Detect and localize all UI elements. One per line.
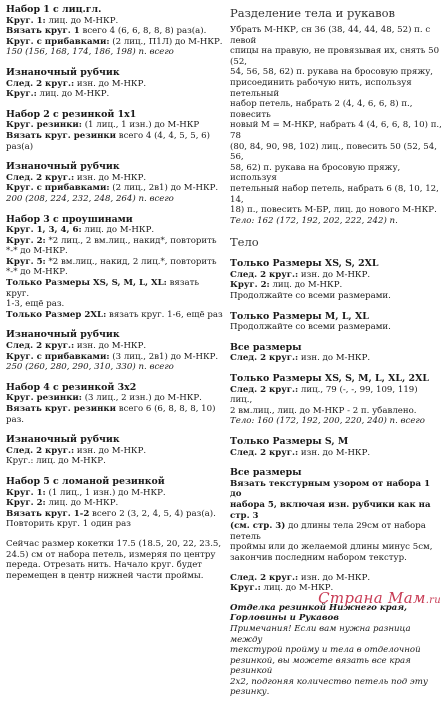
section-block xyxy=(230,235,442,249)
stitch-count-note: 200 (208, 224, 232, 248, 264) п. всего xyxy=(6,193,174,204)
instruction-line xyxy=(230,216,442,227)
instruction-text: (3 лиц., 2в1) до М-НКР. xyxy=(109,351,219,362)
instruction-line xyxy=(230,624,442,645)
instruction-label: Круг. 2: xyxy=(6,235,46,246)
instruction-label: Только Размеры XS, S, M, L, XL: xyxy=(6,278,167,289)
instruction-text: 24.5) см от набора петель, измеряя по центру xyxy=(6,549,216,560)
section-block xyxy=(6,329,223,372)
instruction-text: 54, 56, 58, 62) п. рукава на бросовую пряжу, xyxy=(230,67,434,78)
instruction-text: Продолжайте со всеми размерами. xyxy=(230,291,391,302)
instruction-text: *-* до М-НКР. xyxy=(6,246,68,257)
instruction-line xyxy=(6,550,223,561)
instruction-text: изн. до М-НКР. xyxy=(298,572,371,583)
instruction-label: Вязать круг. резинки xyxy=(6,404,116,414)
instruction-label: След. 2 круг.: xyxy=(230,384,299,395)
instruction-label: След. 2 круг.: xyxy=(6,445,75,456)
instruction-text: всего 4 (4, 4, 5, 5, 6) раз(а) xyxy=(6,130,210,152)
instruction-line xyxy=(6,236,223,247)
watermark-domain: ru xyxy=(429,595,441,606)
section-block xyxy=(230,373,442,427)
instruction-text: изн. до М-НКР. xyxy=(298,269,371,280)
instruction-line xyxy=(6,16,223,27)
instruction-line xyxy=(230,542,442,553)
instruction-line xyxy=(6,173,223,184)
instruction-text: лиц. до М-НКР. xyxy=(260,583,334,594)
instruction-text: лиц. до М-НКР. xyxy=(45,15,119,26)
section-block xyxy=(6,161,223,204)
stitch-count-note: резинкой, вы можете вязать все края резинкой xyxy=(230,655,411,677)
section-title: Разделение тела и рукавов xyxy=(230,6,396,20)
instruction-label: Только Размер 2XL: xyxy=(6,309,107,320)
instruction-text: (1 лиц., 1 изн.) до М-НКР. xyxy=(45,487,166,498)
instruction-text: петельный набор петель, набрать 6 (8, 10, 12, 14, xyxy=(230,183,439,205)
instruction-label: Вязать круг. 1 xyxy=(6,26,80,37)
instruction-line xyxy=(6,404,223,425)
instruction-label: След. 2 круг.: xyxy=(230,447,299,458)
stitch-count-note: 250 (260, 280, 290, 310, 330) п. всего xyxy=(6,362,174,373)
section-block xyxy=(230,6,442,226)
instruction-text: перемещен в центр нижней части проймы. xyxy=(6,570,204,581)
section-block xyxy=(230,603,442,698)
instruction-line xyxy=(230,120,442,141)
instruction-text: лиц. до М-НКР. xyxy=(269,280,343,291)
section-heading: Набор 3 с проушинами xyxy=(6,213,133,225)
instruction-line xyxy=(6,539,223,550)
instruction-line xyxy=(6,509,223,520)
instruction-line xyxy=(230,270,442,281)
instruction-label: Вязать текстурным узором от набора 1 до xyxy=(230,478,431,500)
instruction-line xyxy=(6,37,223,48)
instruction-line xyxy=(6,310,223,321)
instruction-text: лиц. до М-НКР. xyxy=(81,225,155,236)
instruction-label: Круг.: xyxy=(6,89,37,100)
instruction-line xyxy=(6,79,223,90)
instruction-line xyxy=(230,99,442,120)
instruction-text: всего 6 (6, 8, 8, 8, 10) раз. xyxy=(6,404,216,425)
instruction-text: (3 лиц., 2 изн.) до М-НКР. xyxy=(81,393,202,404)
instruction-text: присоединить рабочую нить, используя петельный xyxy=(230,77,412,99)
instruction-text: 58, 62) п. рукава на бросовую пряжу, используя xyxy=(230,162,401,184)
instruction-line xyxy=(230,78,442,99)
watermark-logo xyxy=(318,589,441,607)
instruction-text: (1 лиц., 1 изн.) до М-НКР xyxy=(81,120,200,131)
section-heading: Набор 4 с резинкой 3x2 xyxy=(6,381,137,393)
section-block xyxy=(6,476,223,530)
instruction-line xyxy=(6,278,223,299)
section-block xyxy=(6,539,223,581)
instruction-text: *-* до М-НКР. xyxy=(6,267,68,278)
instruction-line xyxy=(6,560,223,571)
section-heading: Изнаночный рубчик xyxy=(6,329,120,341)
section-heading: Только Размеры M, L, XL xyxy=(230,310,369,322)
instruction-text: (2 лиц., П1Л) до М-НКР. xyxy=(109,36,223,47)
instruction-line xyxy=(230,553,442,564)
instruction-line xyxy=(6,194,223,205)
section-heading: Только Размеры S, M xyxy=(230,436,349,447)
instruction-text: изн. до М-НКР. xyxy=(74,78,147,89)
instruction-text: спицы на правую, не провязывая их, снять 50 (52, xyxy=(230,46,440,67)
watermark-text: Страна Мам xyxy=(318,589,426,607)
instruction-label: Круг.: xyxy=(230,583,261,594)
instruction-line xyxy=(230,142,442,163)
watermark-dot: . xyxy=(425,595,430,606)
instruction-text: лиц. до М-НКР. xyxy=(36,89,110,100)
stitch-count-note: Тело: 160 (172, 192, 200, 220, 240) п. всего xyxy=(230,416,425,427)
section-heading: Все размеры xyxy=(230,341,302,353)
instruction-line xyxy=(230,656,442,677)
instruction-text: изн. до М-НКР. xyxy=(74,445,147,456)
instruction-line xyxy=(230,25,442,46)
instruction-label: Круг. 1, 3, 4, 6: xyxy=(6,225,82,236)
instruction-line xyxy=(230,67,442,78)
instruction-line xyxy=(6,131,223,152)
instruction-label: Круг. с прибавками: xyxy=(6,36,110,47)
instruction-line xyxy=(6,47,223,58)
instruction-line xyxy=(230,573,442,584)
section-block xyxy=(6,67,223,100)
instruction-text: 2 вм.лиц., лиц. до М-НКР - 2 п. убавлено. xyxy=(230,405,417,416)
instruction-label: След. 2 круг.: xyxy=(6,78,75,89)
section-block xyxy=(6,434,223,467)
instruction-text: *2 вм.лиц., накид, 2 лиц.*, повторить xyxy=(45,256,217,267)
instruction-text: вязать круг. 1-6, ещё раз xyxy=(106,309,223,320)
instruction-line xyxy=(230,416,442,427)
instruction-text: изн. до М-НКР. xyxy=(298,353,371,364)
instruction-line xyxy=(6,498,223,509)
instruction-line xyxy=(230,163,442,184)
stitch-count-note: 150 (156, 168, 174, 186, 198) п. всего xyxy=(6,47,174,58)
section-block xyxy=(6,214,223,321)
instruction-text: Сейчас размер кокетки 17.5 (18.5, 20, 22, 23.5, xyxy=(6,538,222,549)
instruction-label: Круг. 2: xyxy=(230,280,270,291)
instruction-text: закончив последним набором текстур. xyxy=(230,552,407,563)
section-block xyxy=(230,436,442,458)
instruction-line xyxy=(6,341,223,352)
instruction-label: набора 5, включая изн. рубчики как на стр. 3 xyxy=(230,499,431,521)
instruction-line xyxy=(230,205,442,216)
section-block xyxy=(6,382,223,425)
section-heading: Набор 1 с лиц.гл. xyxy=(6,4,102,15)
stitch-count-note: текстурой пройму и тела в отделочной xyxy=(230,645,421,656)
instruction-line xyxy=(6,446,223,457)
section-block xyxy=(230,342,442,364)
instruction-text: изн. до М-НКР. xyxy=(298,447,371,458)
instruction-line xyxy=(230,448,442,459)
section-heading: Изнаночный рубчик xyxy=(6,434,120,446)
instruction-line xyxy=(6,456,223,467)
instruction-text: до длины тела 29см от набора петель xyxy=(230,521,426,542)
instruction-text: (2 лиц., 2в1) до М-НКР. xyxy=(109,183,219,194)
instruction-text: Убрать М-НКР, сн 36 (38, 44, 44, 48, 52) п. с левой xyxy=(230,25,431,46)
instruction-line xyxy=(6,183,223,194)
instruction-line xyxy=(230,677,442,698)
instruction-line xyxy=(230,479,442,500)
stitch-count-note: 2x2, подгоняя количество петель под эту резинку. xyxy=(230,676,428,698)
instruction-label: Круг. 2: xyxy=(6,498,46,509)
instruction-line xyxy=(6,299,223,310)
instruction-line xyxy=(6,246,223,257)
instruction-text: Продолжайте со всеми размерами. xyxy=(230,322,391,333)
instruction-line xyxy=(230,385,442,406)
instruction-text: 1-3, ещё раз. xyxy=(6,299,65,310)
section-title: Тело xyxy=(230,235,259,250)
instruction-line xyxy=(230,521,442,542)
section-block xyxy=(230,311,442,333)
instruction-line xyxy=(230,280,442,291)
instruction-label: Вязать круг. 1-2 xyxy=(6,508,90,519)
instruction-text: изн. до М-НКР. xyxy=(74,172,147,183)
instruction-line xyxy=(230,645,442,656)
instruction-line xyxy=(6,267,223,278)
instruction-line xyxy=(6,571,223,582)
instruction-line xyxy=(230,184,442,205)
instruction-text: набор петель, набрать 2 (4, 4, 6, 6, 8) п., повесить xyxy=(230,99,413,120)
section-heading: Только Размеры XS, S, M, L, XL, 2XL xyxy=(230,373,429,385)
instruction-line xyxy=(230,353,442,364)
section-heading: Все размеры xyxy=(230,467,302,479)
instruction-line xyxy=(6,89,223,100)
instruction-line xyxy=(230,46,442,67)
section-heading: Изнаночный рубчик xyxy=(6,66,120,78)
instruction-text: лиц. до М-НКР. xyxy=(45,498,119,509)
instruction-text: изн. до М-НКР. xyxy=(74,341,147,352)
instruction-label: Круг. 1: xyxy=(6,15,46,26)
instruction-line xyxy=(6,120,223,131)
instruction-text: всего 2 (3, 2, 4, 5, 4) раз(а). xyxy=(89,508,216,519)
instruction-label: Круг. с прибавками: xyxy=(6,183,110,194)
stitch-count-note: Тело: 162 (172, 192, 202, 222, 242) п. xyxy=(230,215,398,226)
instruction-label: След. 2 круг.: xyxy=(230,269,299,280)
instruction-label: Круг. резинки: xyxy=(6,120,82,131)
instruction-line xyxy=(230,322,442,333)
section-heading: Только Размеры XS, S, 2XL xyxy=(230,258,379,270)
section-heading: Изнаночный рубчик xyxy=(6,161,120,173)
instruction-line xyxy=(230,406,442,417)
instruction-line xyxy=(6,225,223,236)
instruction-line xyxy=(6,352,223,363)
instruction-text: переда. Отрезать нить. Начало круг. будет xyxy=(6,560,203,571)
instruction-text: Круг.: лиц. до М-НКР. xyxy=(6,456,106,467)
instruction-label: След. 2 круг.: xyxy=(230,572,299,583)
instruction-label: След. 2 круг.: xyxy=(230,353,299,364)
instruction-text: *2 лиц., 2 вм.лиц., накид*, повторить xyxy=(45,235,217,246)
section-block xyxy=(230,258,442,301)
instruction-text: лиц., 79 (-, -, 99, 109, 119) лиц., xyxy=(230,384,418,406)
instruction-line xyxy=(6,519,223,530)
instruction-line xyxy=(6,26,223,37)
section-heading: Набор 2 с резинкой 1x1 xyxy=(6,108,137,120)
instruction-label: Круг. 5: xyxy=(6,256,46,267)
instruction-label: След. 2 круг.: xyxy=(6,172,75,183)
stitch-count-note: Примечания! Если вам нужна разница между xyxy=(230,623,411,645)
instruction-label: Круг. резинки: xyxy=(6,393,82,404)
instruction-text: 18) п., повесить М-БР, лиц. до нового М-НКР. xyxy=(230,205,437,216)
instruction-label: (см. стр. 3) xyxy=(230,521,286,532)
left-column xyxy=(6,4,223,590)
instruction-line xyxy=(6,393,223,404)
instruction-text: (80, 84, 90, 98, 102) лиц., повесить 50 (52, 54, 56, xyxy=(230,141,437,163)
instruction-label: След. 2 круг.: xyxy=(6,341,75,352)
instruction-label: Вязать круг. резинки xyxy=(6,130,116,141)
instruction-text: вязать круг. xyxy=(6,278,200,299)
section-heading: Отделка резинкой Нижнего края, Горловины и Рукавов xyxy=(230,602,408,624)
instruction-label: Круг. 1: xyxy=(6,487,46,498)
instruction-text: проймы или до желаемой длины минус 5см, xyxy=(230,542,433,553)
instruction-text: Повторить круг. 1 один раз xyxy=(6,519,131,530)
section-block xyxy=(230,467,442,563)
section-block xyxy=(6,109,223,152)
instruction-line xyxy=(6,488,223,499)
section-block xyxy=(6,4,223,58)
instruction-line xyxy=(6,362,223,373)
instruction-line xyxy=(6,257,223,268)
instruction-label: Круг. с прибавками: xyxy=(6,351,110,362)
instruction-line xyxy=(230,500,442,521)
instruction-text: всего 4 (6, 6, 8, 8, 8) раз(а). xyxy=(79,26,207,37)
instruction-line xyxy=(230,291,442,302)
instruction-text: новый М = М-НКР, набрать 4 (4, 6, 6, 8, 10) п., 78 xyxy=(230,120,442,141)
section-heading: Набор 5 с ломаной резинкой xyxy=(6,475,165,487)
